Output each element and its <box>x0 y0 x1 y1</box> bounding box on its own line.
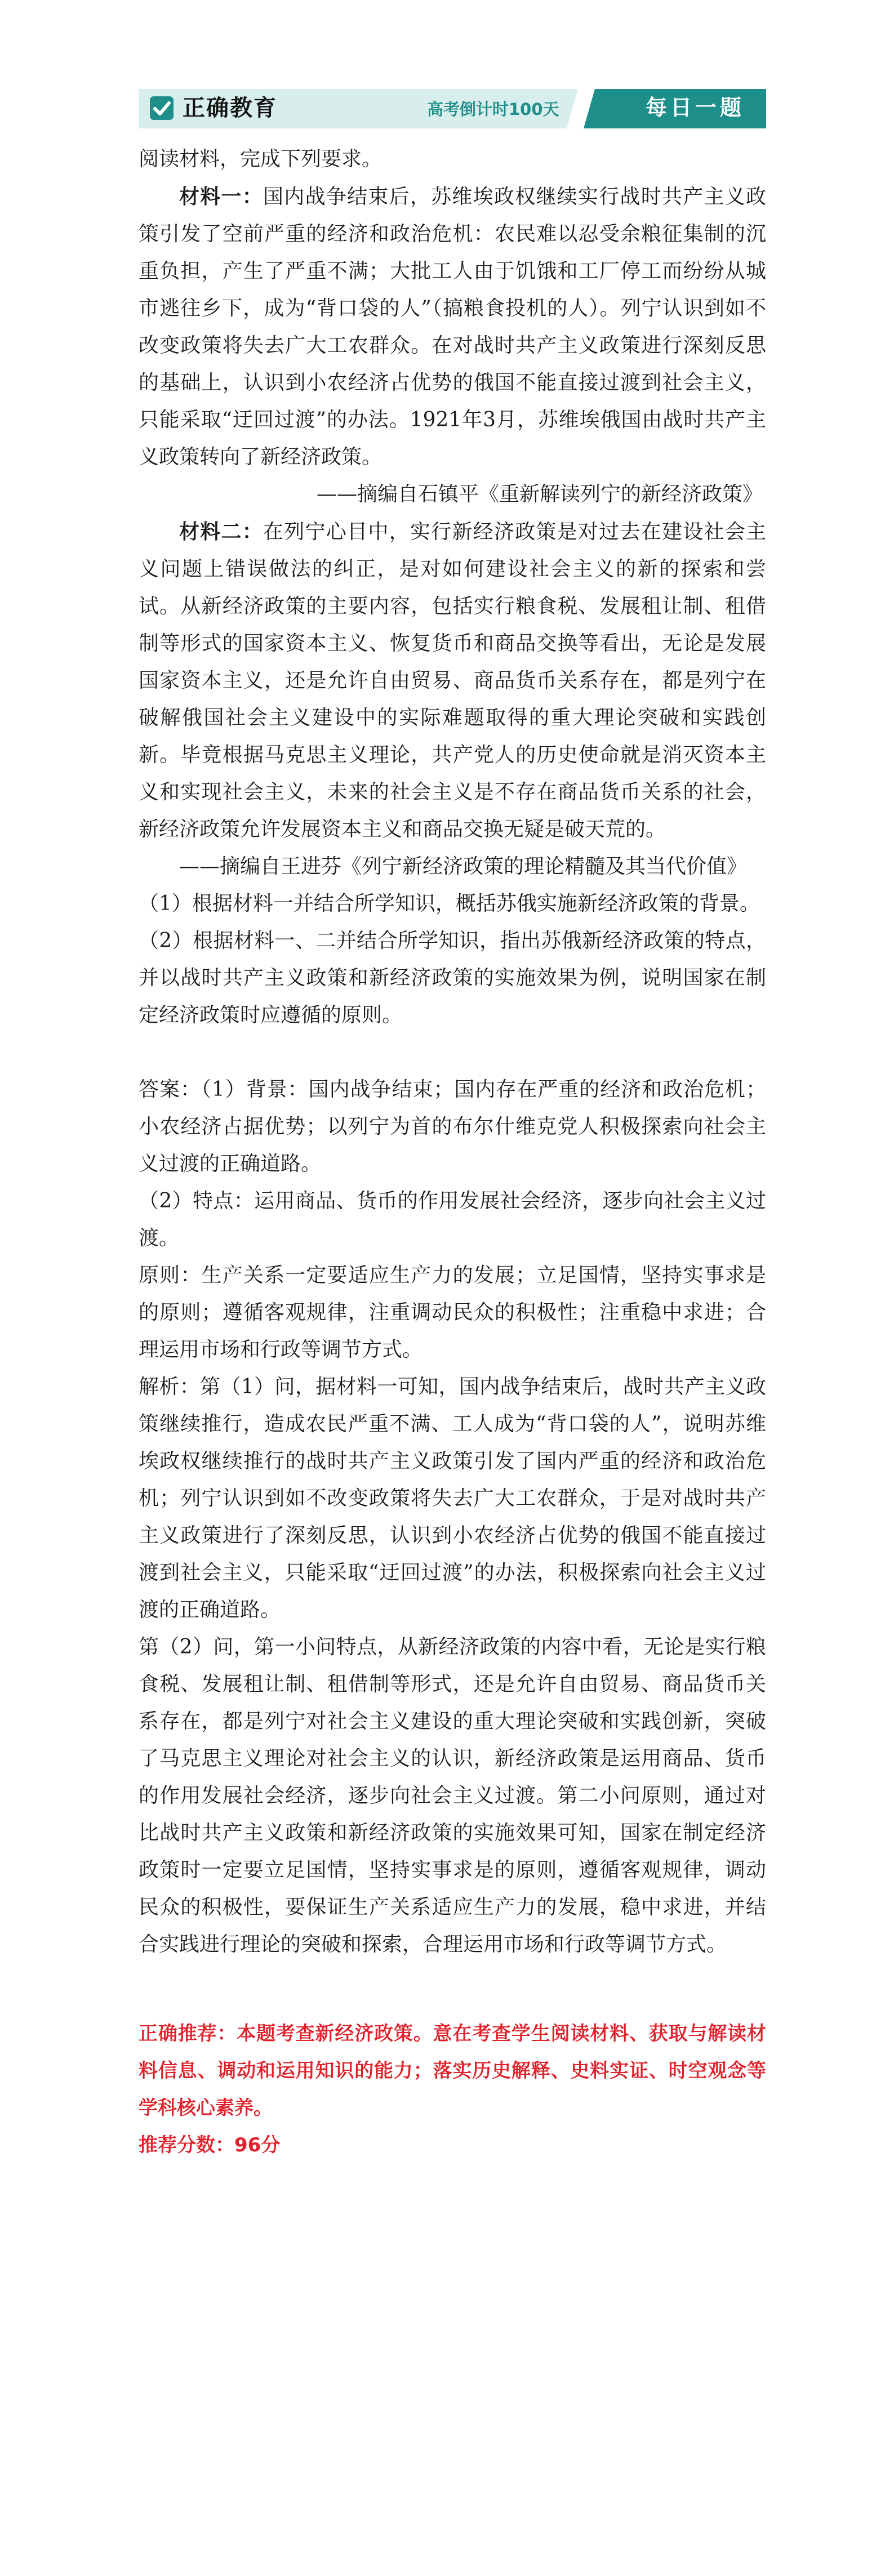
analysis-one: 解析：第（1）问，据材料一可知，国内战争结束后，战时共产主义政策继续推行，造成农民严重不满、工人成为“背口袋的人”，说明苏维埃政权继续推行的战时共产主义政策引发了国内严重的经济和政治危机；列宁认识到如不改变政策将失去广大工农群众，于是对战时共产主义政策进行了深刻反思，认识到小农经济占优势的俄国不能直接过渡到社会主义，只能采取“迂回过渡”的办法，积极探索向社会主义过渡的正确道路。 <box>139 1375 766 1621</box>
material-one-text: 国内战争结束后，苏维埃政权继续实行战时共产主义政策引发了空前严重的经济和政治危机：农民难以忍受余粮征集制的沉重负担，产生了严重不满；大批工人由于饥饿和工厂停工而纷纷从城市逃往乡下，成为“背口袋的人”（搞粮食投机的人）。列宁认识到如不改变政策将失去广大工农群众。在对战时共产主义政策进行深刻反思的基础上，认识到小农经济占优势的俄国不能直接过渡到社会主义，只能采取“迂回过渡”的办法。1921年3月，苏维埃俄国由战时共产主义政策转向了新经济政策。 <box>139 185 766 469</box>
countdown-label: 高考倒计时100天 <box>427 100 559 119</box>
question-two: （2）根据材料一、二并结合所学知识，指出苏俄新经济政策的特点，并以战时共产主义政策和新经济政策的实施效果为例，说明国家在制定经济政策时应遵循的原则。 <box>139 929 766 1027</box>
header-banner <box>139 86 766 132</box>
question-content <box>139 141 766 2164</box>
recommendation <box>139 2015 766 2164</box>
recommendation-score: 推荐分数：96分 <box>139 2134 281 2156</box>
daily-question-label: 每日一题 <box>646 95 745 120</box>
answer-one: 答案：（1）背景：国内战争结束；国内存在严重的经济和政治危机；小农经济占据优势；以列宁为首的布尔什维克党人积极探索向社会主义过渡的正确道路。 <box>139 1078 766 1175</box>
material-one <box>139 178 766 476</box>
material-two-text: 在列宁心目中，实行新经济政策是对过去在建设社会主义问题上错误做法的纠正，是对如何建设社会主义的新的探索和尝试。从新经济政策的主要内容，包括实行粮食税、发展租让制、租借制等形式的国家资本主义、恢复货币和商品交换等看出，无论是发展国家资本主义，还是允许自由贸易、商品货币关系存在，都是列宁在破解俄国社会主义建设中的实际难题取得的重大理论突破和实践创新。毕竟根据马克思主义理论，共产党人的历史使命就是消灭资本主义和实现社会主义，未来的社会主义是不存在商品货币关系的社会，新经济政策允许发展资本主义和商品交换无疑是破天荒的。 <box>139 520 766 841</box>
check-icon <box>149 95 175 121</box>
answer-principle: 原则：生产关系一定要适应生产力的发展；立足国情，坚持实事求是的原则；遵循客观规律，注重调动民众的积极性；注重稳中求进；合理运用市场和行政等调节方式。 <box>139 1264 766 1361</box>
material-one-source: ——摘编自石镇平《重新解读列宁的新经济政策》 <box>316 483 763 506</box>
material-two <box>139 513 766 848</box>
question-one: （1）根据材料一并结合所学知识，概括苏俄实施新经济政策的背景。 <box>139 892 760 915</box>
intro-text: 阅读材料，完成下列要求。 <box>139 148 382 171</box>
recommendation-text: 正确推荐：本题考查新经济政策。意在考查学生阅读材料、获取与解读材料信息、调动和运用知识的能力；落实历史解释、史料实证、时空观念等学科核心素养。 <box>139 2022 766 2119</box>
material-one-label: 材料一： <box>179 185 264 208</box>
answer-two: （2）特点：运用商品、货币的作用发展社会经济，逐步向社会主义过渡。 <box>139 1189 766 1250</box>
analysis-two: 第（2）问，第一小问特点，从新经济政策的内容中看，无论是实行粮食税、发展租让制、租借制等形式，还是允许自由贸易、商品货币关系存在，都是列宁对社会主义建设的重大理论突破和实践创新，突破了马克思主义理论对社会主义的认识，新经济政策是运用商品、货币的作用发展社会经济，逐步向社会主义过渡。第二小问原则，通过对比战时共产主义政策和新经济政策的实施效果可知，国家在制定经济政策时一定要立足国情，坚持实事求是的原则，遵循客观规律，调动民众的积极性，要保证生产关系适应生产力的发展，稳中求进，并结合实践进行理论的突破和探索，合理运用市场和行政等调节方式。 <box>139 1635 766 1956</box>
material-two-source: ——摘编自王进芬《列宁新经济政策的理论精髓及其当代价值》 <box>179 855 748 878</box>
material-two-label: 材料二： <box>179 520 264 543</box>
brand-name: 正确教育 <box>183 95 277 121</box>
